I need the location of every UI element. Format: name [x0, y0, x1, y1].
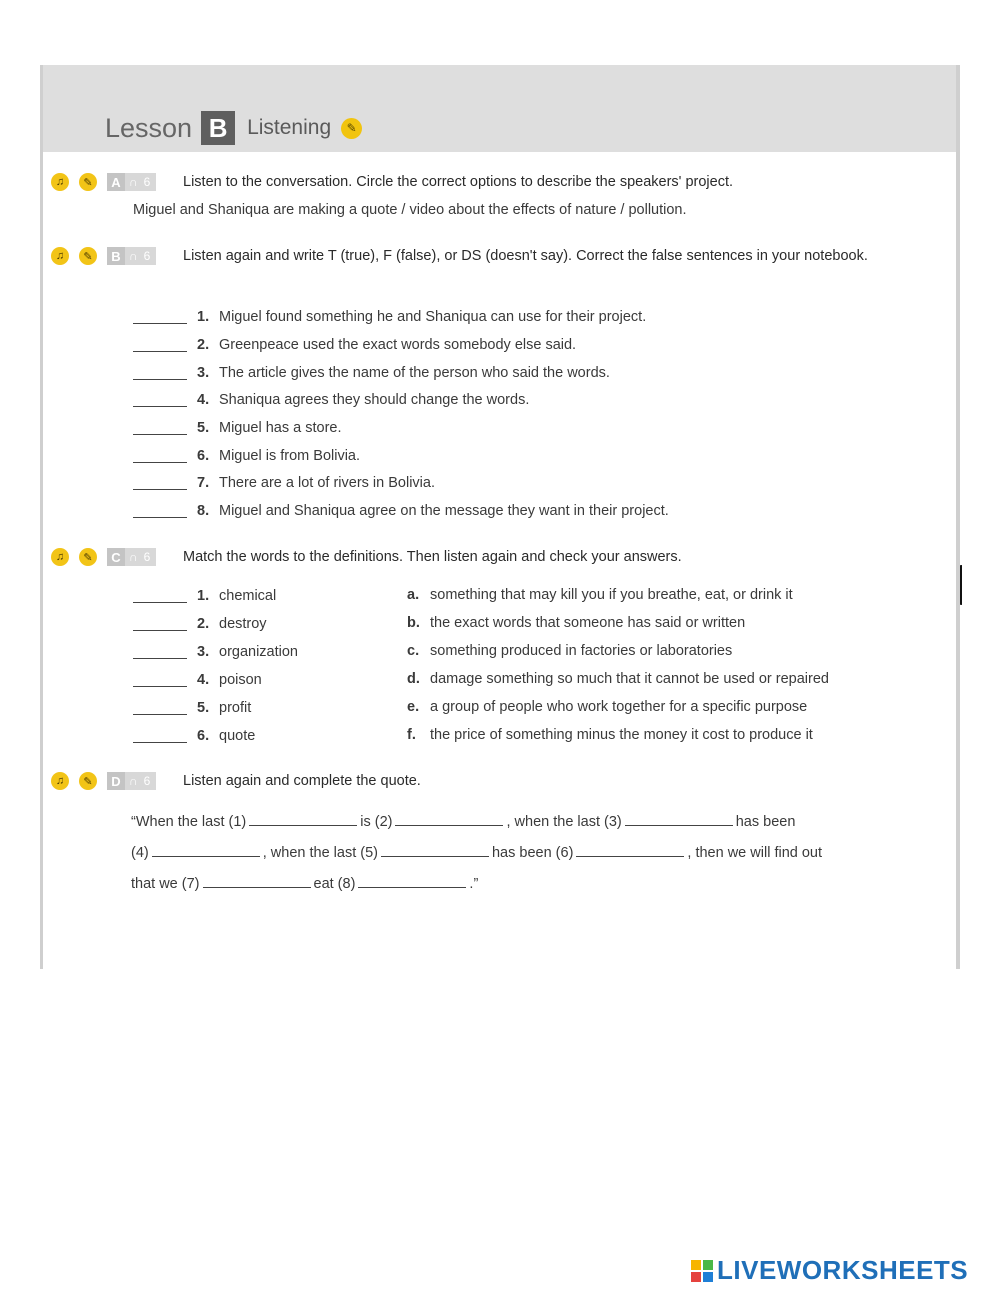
section-d-icons	[51, 772, 156, 790]
section-letter: A	[107, 173, 125, 191]
definition: e. a group of people who work together for a specific purpose	[407, 699, 808, 715]
pencil-icon: ✎	[341, 118, 362, 139]
match-word: 5. profit	[133, 700, 251, 716]
section-b-instruction: Listen again and write T (true), F (false), or DS (doesn't say). Correct the false sentences in your notebook.	[183, 248, 868, 264]
edit-icon[interactable]: ✎	[79, 548, 97, 566]
answer-blank[interactable]	[133, 450, 187, 463]
definition: b. the exact words that someone has said or written	[407, 615, 746, 631]
edit-icon[interactable]: ✎	[79, 247, 97, 265]
section-a-instruction: Listen to the conversation. Circle the correct options to describe the speakers' project.	[183, 174, 734, 190]
section-letter: B	[107, 247, 125, 265]
match-word: 1. chemical	[133, 588, 276, 604]
answer-blank[interactable]	[133, 505, 187, 518]
track-number: 6	[143, 175, 151, 189]
definition: f. the price of something minus the money it cost to produce it	[407, 727, 813, 743]
edit-icon[interactable]: ✎	[79, 173, 97, 191]
section-c-icons	[51, 548, 156, 566]
quote-line: (4) , when the last (5) has been (6) , then we will find out	[131, 845, 823, 861]
quote-blank[interactable]	[152, 844, 260, 857]
match-word: 6. quote	[133, 728, 255, 744]
audio-icon[interactable]: ♫	[51, 247, 69, 265]
section-c-tag	[107, 548, 156, 566]
tf-item: 2. Greenpeace used the exact words somebody else said.	[133, 337, 576, 353]
edit-icon[interactable]: ✎	[79, 772, 97, 790]
tf-item: 8. Miguel and Shaniqua agree on the message they want in their project.	[133, 503, 669, 519]
answer-blank[interactable]	[133, 394, 187, 407]
section-a-icons	[51, 173, 156, 191]
tf-item: 4. Shaniqua agrees they should change the words.	[133, 392, 529, 408]
match-word: 4. poison	[133, 672, 262, 688]
answer-blank[interactable]	[133, 422, 187, 435]
headphones-icon: ∩	[129, 550, 138, 564]
tf-item: 3. The article gives the name of the person who said the words.	[133, 365, 610, 381]
quote-blank[interactable]	[203, 875, 311, 888]
answer-blank[interactable]	[133, 367, 187, 380]
answer-blank[interactable]	[133, 730, 187, 743]
audio-icon[interactable]: ♫	[51, 173, 69, 191]
quote-blank[interactable]	[395, 813, 503, 826]
match-word: 3. organization	[133, 644, 298, 660]
section-b-icons	[51, 247, 156, 265]
logo-icon	[691, 1260, 713, 1282]
track-number: 6	[143, 774, 151, 788]
lesson-letter: B	[201, 111, 235, 145]
lesson-subtitle: Listening	[247, 116, 332, 139]
lesson-word: Lesson	[105, 112, 193, 143]
tf-item: 6. Miguel is from Bolivia.	[133, 448, 360, 464]
tf-item: 5. Miguel has a store.	[133, 420, 342, 436]
headphones-icon: ∩	[129, 249, 138, 263]
section-a-tag	[107, 173, 156, 191]
match-word: 2. destroy	[133, 616, 267, 632]
headphones-icon: ∩	[129, 774, 138, 788]
quote-blank[interactable]	[625, 813, 733, 826]
definition: d. damage something so much that it cannot be used or repaired	[407, 671, 829, 687]
lesson-banner	[43, 65, 956, 152]
audio-icon[interactable]: ♫	[51, 772, 69, 790]
lesson-heading	[105, 111, 362, 145]
answer-blank[interactable]	[133, 674, 187, 687]
section-c-instruction: Match the words to the definitions. Then listen again and check your answers.	[183, 549, 682, 565]
section-letter: D	[107, 772, 125, 790]
quote-blank[interactable]	[358, 875, 466, 888]
answer-blank[interactable]	[133, 311, 187, 324]
answer-blank[interactable]	[133, 590, 187, 603]
answer-blank[interactable]	[133, 618, 187, 631]
quote-line: “When the last (1) is (2) , when the last (3) has been	[131, 814, 796, 830]
section-b-tag	[107, 247, 156, 265]
track-number: 6	[143, 550, 151, 564]
section-a-sentence: Miguel and Shaniqua are making a quote / video about the effects of nature / pollution.	[133, 202, 687, 218]
section-d-instruction: Listen again and complete the quote.	[183, 773, 421, 789]
section-d-tag	[107, 772, 156, 790]
liveworksheets-logo	[691, 1255, 968, 1286]
worksheet-page	[40, 65, 960, 969]
audio-icon[interactable]: ♫	[51, 548, 69, 566]
headphones-icon: ∩	[129, 175, 138, 189]
answer-blank[interactable]	[133, 339, 187, 352]
quote-blank[interactable]	[381, 844, 489, 857]
tf-item: 1. Miguel found something he and Shaniqua can use for their project.	[133, 309, 646, 325]
quote-line: that we (7) eat (8) .”	[131, 876, 479, 892]
answer-blank[interactable]	[133, 646, 187, 659]
section-letter: C	[107, 548, 125, 566]
answer-blank[interactable]	[133, 702, 187, 715]
track-number: 6	[143, 249, 151, 263]
tf-item: 7. There are a lot of rivers in Bolivia.	[133, 475, 435, 491]
answer-blank[interactable]	[133, 477, 187, 490]
logo-text: LIVEWORKSHEETS	[717, 1255, 969, 1285]
definition: a. something that may kill you if you breathe, eat, or drink it	[407, 587, 793, 603]
quote-blank[interactable]	[576, 844, 684, 857]
definition: c. something produced in factories or laboratories	[407, 643, 733, 659]
quote-blank[interactable]	[249, 813, 357, 826]
